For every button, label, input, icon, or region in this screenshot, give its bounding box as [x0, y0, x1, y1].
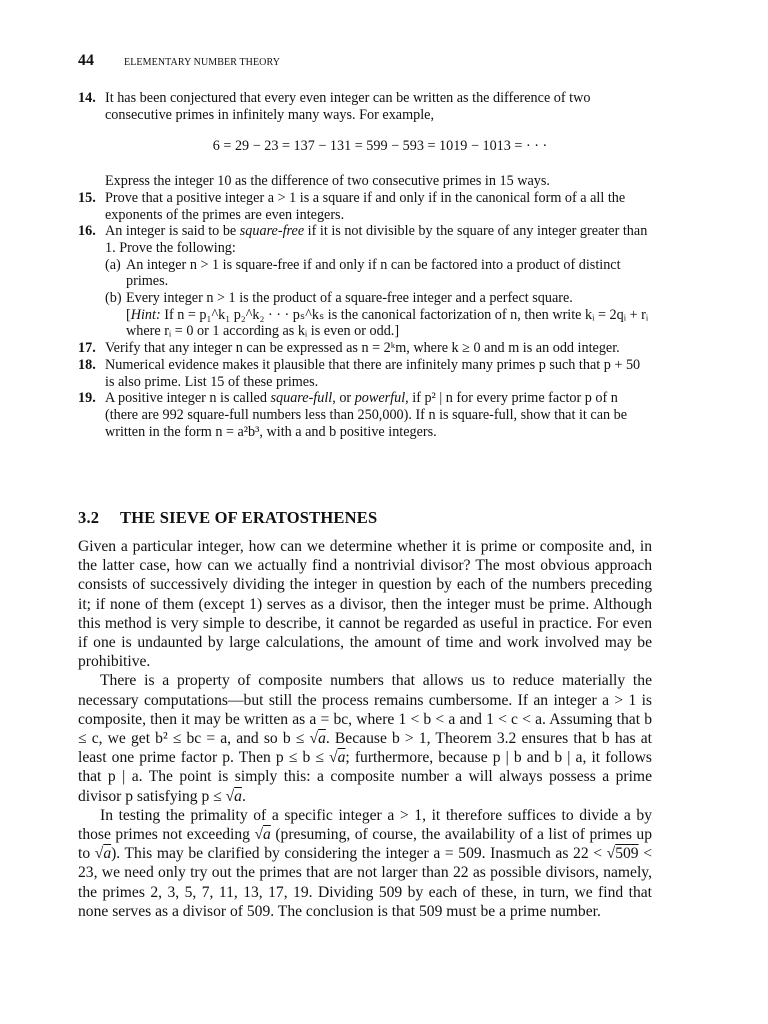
- exercise-17: [78, 340, 652, 357]
- exercise-text: Verify that any integer n can be expressed as n = 2ᵏm, where k ≥ 0 and m is an odd integer.: [105, 340, 620, 357]
- section-title: THE SIEVE OF ERATOSTHENES: [120, 508, 378, 527]
- radical-sign: √: [94, 845, 104, 863]
- page-number: 44: [78, 52, 94, 69]
- text-run: ). This may be clarified by considering the integer a = 509. Inasmuch as 22 <: [111, 845, 607, 863]
- radicand: a: [263, 826, 271, 844]
- paragraph: [78, 806, 652, 921]
- exercise-number: 18.: [78, 356, 96, 373]
- exercise-text: [105, 223, 652, 256]
- text-run: (presuming, of course, the availability of a list of primes up to: [78, 826, 653, 863]
- text-run: , if p² | n for every prime factor p of n (there are 992 square-full numbers less than 250,000). If n is square-full, show that it can be written in the form n = a²b³, with a and b positive integers.: [105, 390, 628, 440]
- display-equation: 6 = 29 − 23 = 137 − 131 = 599 − 593 = 1019 − 1013 = · · ·: [212, 138, 548, 155]
- part-text: An integer n > 1 is square-free if and only if n can be factored into a product of distinct primes.: [126, 256, 621, 290]
- radicand: a: [318, 730, 326, 748]
- radical-sign: √: [254, 826, 264, 844]
- exercise-text: Numerical evidence makes it plausible that there are infinitely many primes p such that p + 50 is also prime. List 15 of these primes.: [105, 356, 641, 390]
- text-run: ; furthermore, because p | b and b | a, it follows that p | a. The point is simply this: a composite number a will always possess a prime divisor p satisfying p ≤: [78, 749, 652, 805]
- text-run: . Because b > 1, Theorem 3.2 ensures that b has at least one prime factor p. Then p ≤ b ≤: [78, 730, 653, 767]
- text-run: Every integer n > 1 is the product of a square-free integer and a perfect square.: [126, 290, 573, 307]
- exercise-16b: [78, 290, 652, 340]
- exercise-number: 19.: [78, 390, 96, 407]
- text-run: A positive integer n is called: [105, 390, 271, 407]
- text-run: In testing the primality of a specific integer a > 1, it therefore suffices to divide a by those primes not exceeding: [78, 806, 652, 844]
- part-label: (a): [105, 256, 121, 273]
- radical-sign: √: [329, 749, 338, 767]
- hint-text: If n = p₁^k₁ p₂^k₂ · · · pₛ^kₛ is the canonical factorization of n, then write kᵢ = 2qᵢ + rᵢ where rᵢ = 0 or 1 according as kᵢ is even or odd.]: [126, 306, 649, 340]
- defined-term: square-free: [239, 223, 305, 240]
- exercise-list: [78, 90, 652, 440]
- running-head: [78, 52, 280, 70]
- radicand: a: [337, 749, 346, 767]
- exercise-number: 17.: [78, 340, 96, 357]
- radicand: a: [234, 787, 242, 805]
- square-root: [226, 788, 242, 805]
- text-run: An integer is said to be: [105, 223, 240, 240]
- text-run: if it is not divisible by the square of any integer greater than 1. Prove the following:: [105, 223, 648, 256]
- radicand: a: [103, 845, 112, 863]
- hint-label: Hint:: [130, 306, 161, 323]
- hint-bracket: [: [126, 306, 131, 323]
- exercise-16a: [78, 257, 652, 290]
- exercise-text: It has been conjectured that every even integer can be written as the difference of two consecutive primes in infinitely many ways. For example,: [105, 90, 591, 123]
- square-root: [607, 845, 639, 862]
- square-root: [95, 845, 111, 862]
- radical-sign: √: [606, 845, 616, 863]
- text-run: There is a property of composite numbers that allows us to reduce materially the necessary computations—but still the process remains cumbersome. If an integer a > 1 is composite, then it may be written as a = bc, where 1 < b < a and 1 < c < a. Assuming that b ≤ c, we get b² ≤ bc = a, and so b ≤: [78, 672, 652, 748]
- radicand: 509: [615, 845, 639, 863]
- exercise-number: 16.: [78, 223, 96, 240]
- square-root: [329, 749, 345, 766]
- square-root: [310, 730, 326, 747]
- exercise-15: [78, 190, 652, 223]
- part-label: (b): [105, 290, 122, 307]
- exercise-text: Express the integer 10 as the difference of two consecutive primes in 15 ways.: [105, 173, 550, 190]
- section-number: 3.2: [78, 508, 100, 527]
- square-root: [254, 826, 270, 843]
- exercise-14: [78, 90, 652, 123]
- paragraph: Given a particular integer, how can we determine whether it is prime or composite and, in the latter case, how can we actually find a nontrivial divisor? The most obvious approach consists of successively dividing the integer in question by each of the numbers preceding it; if none of them (except 1) serves as a divisor, then the integer must be prime. Although this method is very simple to describe, it cannot be regarded as useful in practice. For even if one is undaunted by large calculations, the amount of time and work involved may be prohibitive.: [78, 538, 652, 671]
- section-body: [78, 537, 652, 921]
- defined-term: square-full: [270, 390, 333, 407]
- exercise-number: 14.: [78, 90, 96, 106]
- exercise-number: 15.: [78, 189, 96, 206]
- exercise-18: [78, 357, 652, 390]
- text-run: .: [241, 787, 246, 805]
- radical-sign: √: [225, 787, 235, 805]
- text-run: , or: [332, 390, 355, 407]
- text-run: < 23, we need only try out the primes that are not larger than 22 as possible divisors, namely, the primes 2, 3, 5, 7, 11, 13, 17, 19. Dividing 509 by each of these, in turn, we find that none serves as a divisor of 509. The conclusion is that 509 must be a prime number.: [78, 845, 652, 920]
- paragraph: [78, 671, 652, 805]
- exercise-19: [78, 390, 652, 440]
- defined-term: powerful: [354, 390, 406, 407]
- radical-sign: √: [309, 730, 319, 748]
- running-title: ELEMENTARY NUMBER THEORY: [124, 57, 281, 68]
- exercise-text: [105, 390, 652, 440]
- exercise-text: Prove that a positive integer a > 1 is a square if and only if in the canonical form of a all the exponents of the primes are even integers.: [105, 189, 626, 223]
- exercise-16: [78, 223, 652, 256]
- section-heading: [78, 508, 377, 528]
- part-text: [126, 290, 652, 340]
